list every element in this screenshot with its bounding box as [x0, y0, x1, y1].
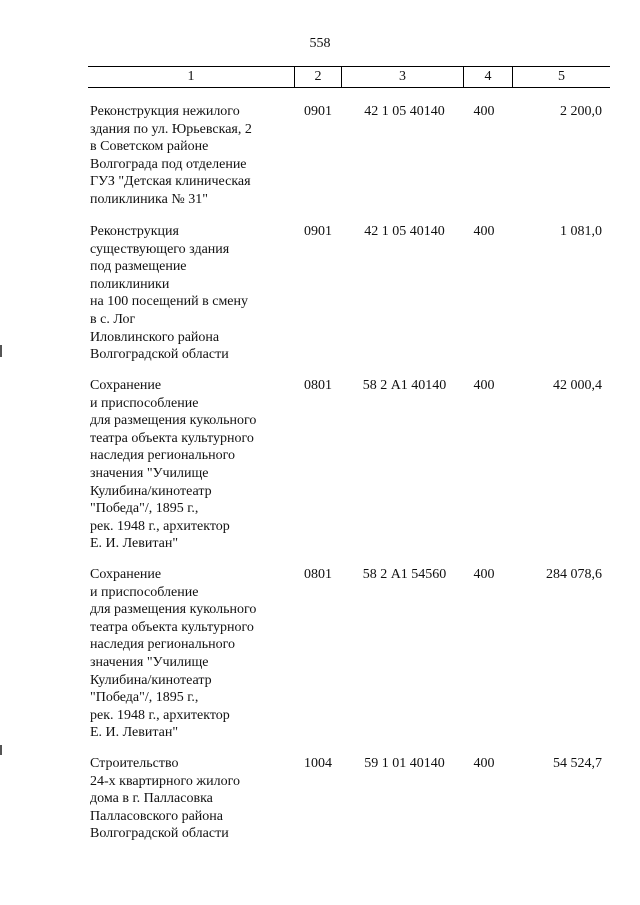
- row-amount: 42 000,4: [553, 378, 602, 393]
- row-code: 0901: [304, 104, 332, 119]
- row-target-item: 42 1 05 40140: [364, 104, 445, 119]
- row-amount: 1 081,0: [560, 224, 602, 239]
- row-description: Строительство 24-х квартирного жилого дома в г. Палласовка Палласовского района Волгоградской области: [90, 756, 240, 842]
- page-number: 558: [309, 36, 331, 51]
- header-col-3: 3: [399, 69, 406, 84]
- row-target-item: 59 1 01 40140: [364, 756, 445, 771]
- header-col-5: 5: [558, 69, 565, 84]
- row-description: Реконструкция существующего здания под размещение поликлиники на 100 посещений в смену в с. Лог Иловлинского района Волгоградской области: [90, 224, 249, 363]
- row-amount: 2 200,0: [560, 104, 602, 119]
- row-expense-type: 400: [473, 378, 495, 393]
- header-col-2: 2: [314, 69, 322, 84]
- scan-edge-mark: [0, 745, 2, 755]
- row-target-item: 58 2 А1 54560: [362, 567, 447, 582]
- row-amount: 54 524,7: [553, 756, 602, 771]
- row-target-item: 58 2 А1 40140: [362, 378, 447, 393]
- row-amount: 284 078,6: [546, 567, 602, 582]
- row-code: 0801: [304, 378, 332, 393]
- row-expense-type: 400: [473, 224, 495, 239]
- row-expense-type: 400: [473, 104, 495, 119]
- row-target-item: 42 1 05 40140: [364, 224, 445, 239]
- scan-edge-mark: [0, 345, 2, 357]
- row-expense-type: 400: [473, 756, 495, 771]
- row-expense-type: 400: [473, 567, 495, 582]
- row-description: Сохранение и приспособление для размещения кукольного театра объекта культурного наследия регионального значения "Училище Кулибина/кинотеатр "Победа"/, 1895 г., рек. 1948 г., архитектор Е. И. Левитан": [90, 567, 257, 741]
- table-header: [88, 66, 610, 88]
- row-description: Реконструкция нежилого здания по ул. Юрьевская, 2 в Советском районе Волгограда под отделение ГУЗ "Детская клиническая поликлиника № 31": [90, 104, 252, 207]
- row-code: 1004: [304, 756, 332, 771]
- header-col-1: 1: [187, 69, 195, 84]
- row-code: 0901: [304, 224, 332, 239]
- row-description: Сохранение и приспособление для размещения кукольного театра объекта культурного наследия регионального значения "Училище Кулибина/кинотеатр "Победа"/, 1895 г., рек. 1948 г., архитектор Е. И. Левитан": [90, 378, 257, 552]
- header-col-4: 4: [484, 69, 492, 84]
- row-code: 0801: [304, 567, 332, 582]
